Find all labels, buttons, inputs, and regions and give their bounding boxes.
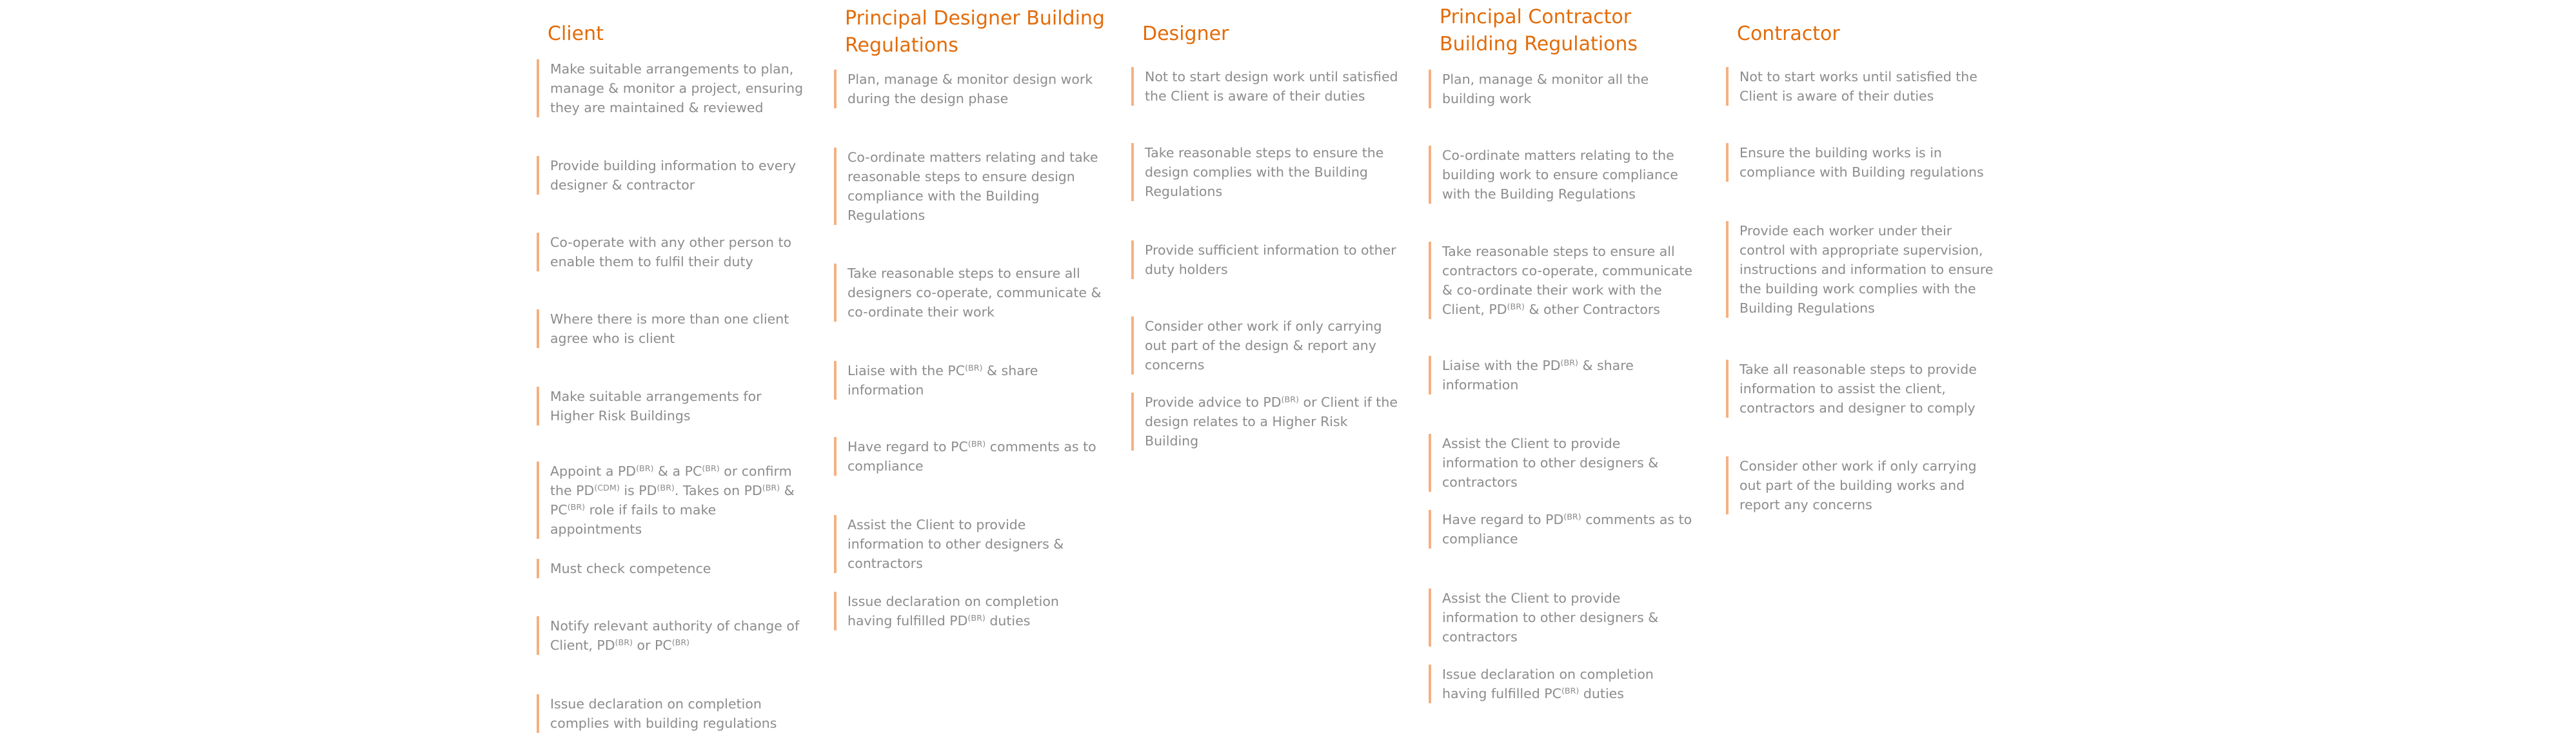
duty-item: Not to start design work until satisfied the Client is aware of their duties (1131, 67, 1403, 106)
duty-item: Liaise with the $PC^{(BR)}$ & share information (834, 361, 1105, 400)
duty-item: Where there is more than one client agree who is client (537, 309, 808, 348)
duty-item: Liaise with the $PD^{(BR)}$ & share information (1429, 356, 1700, 394)
column-title: Principal Contractor Building Regulations (1440, 6, 1638, 55)
duty-item: Provide building information to every designer & contractor (537, 156, 808, 195)
duty-item: Issue declaration on completion complies with building regulations (537, 694, 808, 733)
column-title: Designer (1142, 23, 1229, 45)
duty-item: Appoint a $PD^{(BR)}$ & a $PC^{(BR)}$ or confirm the $PD^{(CDM)}$ is $PD^{(BR)}$. Takes on $PD^{(BR)}$ & $PC^{(BR)}$ role if fails to make appointments (537, 462, 808, 539)
duty-item: Have regard to $PD^{(BR)}$ comments as to compliance (1429, 510, 1700, 549)
duty-item: Take reasonable steps to ensure all designers co-operate, communicate & co-ordinate their work (834, 264, 1105, 322)
duty-item: Take reasonable steps to ensure all contractors co-operate, communicate & co-ordinate their work with the Client, $PD^{(BR)}$ & other Contractors (1429, 242, 1700, 319)
duty-item: Not to start works until satisfied the Client is aware of their duties (1726, 67, 1997, 106)
duty-item: Plan, manage & monitor all the building work (1429, 70, 1700, 108)
duty-item: Consider other work if only carrying out part of the design & report any concerns (1131, 316, 1403, 375)
duty-item: Provide advice to $PD^{(BR)}$ or Client if the design relates to a Higher Risk Building (1131, 393, 1403, 451)
duty-item: Ensure the building works is in compliance with Building regulations (1726, 143, 1997, 182)
duty-item: Co-ordinate matters relating to the building work to ensure compliance with the Building Regulations (1429, 146, 1700, 204)
duty-item: Co-ordinate matters relating and take reasonable steps to ensure design compliance with the Building Regulations (834, 148, 1105, 225)
duty-item: Co-operate with any other person to enable them to fulfil their duty (537, 233, 808, 271)
duty-item: Have regard to $PC^{(BR)}$ comments as to compliance (834, 437, 1105, 476)
duty-item: Notify relevant authority of change of Client, $PD^{(BR)}$ or $PC^{(BR)}$ (537, 616, 808, 655)
duty-item: Provide sufficient information to other duty holders (1131, 240, 1403, 279)
duty-item: Issue declaration on completion having fulfilled $PC^{(BR)}$ duties (1429, 665, 1700, 703)
duty-item: Assist the Client to provide information to other designers & contractors (1429, 589, 1700, 647)
column-title: Client (548, 23, 604, 45)
duty-item: Provide each worker under their control with appropriate supervision, instructions and information to ensure the building work complies with the Building Regulations (1726, 221, 1997, 318)
duty-item: Issue declaration on completion having fulfilled $PD^{(BR)}$ duties (834, 592, 1105, 630)
duty-item: Take all reasonable steps to provide information to assist the client, contractors and designer to comply (1726, 360, 1997, 418)
duty-item: Make suitable arrangements to plan, manage & monitor a project, ensuring they are maintained & reviewed (537, 59, 808, 117)
duty-item: Assist the Client to provide information to other designers & contractors (834, 515, 1105, 573)
duty-item: Plan, manage & monitor design work during the design phase (834, 70, 1105, 108)
column-title: Principal Designer Building Regulations (845, 7, 1105, 57)
duty-item: Make suitable arrangements for Higher Risk Buildings (537, 387, 808, 425)
duty-item: Take reasonable steps to ensure the design complies with the Building Regulations (1131, 143, 1403, 201)
column-title: Contractor (1737, 23, 1840, 45)
duty-item: Must check competence (537, 559, 808, 578)
duty-item: Consider other work if only carrying out part of the building works and report any concerns (1726, 456, 1997, 514)
duty-item: Assist the Client to provide information to other designers & contractors (1429, 434, 1700, 492)
